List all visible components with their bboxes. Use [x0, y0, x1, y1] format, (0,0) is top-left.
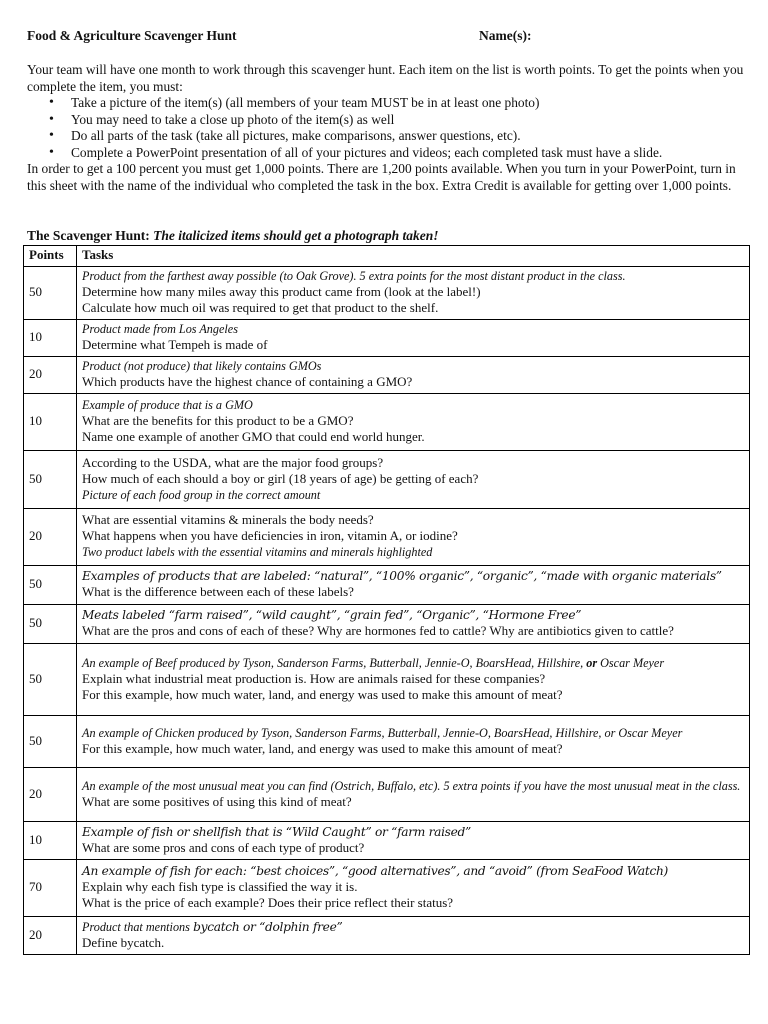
- task-line: Calculate how much oil was required to get that product to the shelf.: [82, 300, 439, 315]
- points-cell: 20: [24, 509, 77, 566]
- hunt-heading: [27, 228, 439, 244]
- task-photo-item: Example of fish or shellfish that is “Wild Caught” or “farm raised”: [82, 824, 471, 839]
- task-photo-item: [82, 655, 744, 671]
- table-row: [24, 822, 750, 860]
- task-photo-item: An example of fish for each: “best choices”, “good alternatives”, and “avoid” (from SeaFood Watch): [82, 864, 668, 878]
- task-cell: [77, 394, 750, 451]
- task-line: Define bycatch.: [82, 934, 165, 950]
- names-label: Name(s):: [479, 28, 532, 43]
- task-photo-item: Product from the farthest away possible (to Oak Grove). 5 extra points for the most distant product in the class.: [82, 269, 626, 283]
- task-line: Determine what Tempeh is made of: [82, 337, 268, 352]
- table-row: [24, 320, 750, 357]
- instructions: [27, 62, 747, 194]
- table-row: [24, 451, 750, 509]
- requirement-item: • You may need to take a close up photo of the item(s) as well: [71, 112, 747, 129]
- task-photo-item: Examples of products that are labeled: “natural”, “100% organic”, “organic”, “made with organic materials”: [82, 569, 722, 583]
- tasks-header: Tasks: [77, 246, 750, 267]
- points-cell: 50: [24, 716, 77, 768]
- table-row: [24, 768, 750, 822]
- task-line: What are the benefits for this product to be a GMO?: [82, 413, 354, 428]
- table-row: [24, 860, 750, 917]
- task-photo-text: Product that mentions: [82, 919, 190, 934]
- task-line: What is the difference between each of these labels?: [82, 584, 354, 599]
- task-line: What are essential vitamins & minerals the body needs?: [82, 512, 374, 527]
- grading-paragraph: In order to get a 100 percent you must get 1,000 points. There are 1,200 points available. When you turn in your PowerPoint, turn in this sheet with the name of the individual who completed the task in the box. Extra Credit is available for getting over 1,000 points.: [27, 161, 736, 193]
- task-photo-item: Two product labels with the essential vitamins and minerals highlighted: [82, 545, 433, 559]
- points-cell: 50: [24, 451, 77, 509]
- task-cell: [77, 566, 750, 605]
- points-cell: 50: [24, 566, 77, 605]
- points-cell: 50: [24, 267, 77, 320]
- task-cell: [77, 822, 750, 860]
- requirement-item: • Do all parts of the task (take all pictures, make comparisons, answer questions, etc).: [71, 128, 747, 145]
- task-cell: [77, 644, 750, 716]
- worksheet-title: Food & Agriculture Scavenger Hunt: [27, 28, 237, 43]
- task-photo-item: Example of produce that is a GMO: [82, 398, 253, 412]
- task-photo-text: An example of Beef produced by Tyson, Sanderson Farms, Butterball, Jennie-O, BoarsHead, Hillshire,: [82, 655, 584, 670]
- task-cell: [77, 768, 750, 822]
- task-cell: [77, 860, 750, 917]
- task-line: Name one example of another GMO that could end world hunger.: [82, 429, 425, 444]
- task-cell: [77, 451, 750, 509]
- hunt-label: The Scavenger Hunt:: [27, 228, 150, 243]
- task-photo-item: Product made from Los Angeles: [82, 322, 238, 336]
- intro-paragraph: Your team will have one month to work through this scavenger hunt. Each item on the list is worth points. To get the points when you complete the item, you must:: [27, 62, 744, 94]
- points-cell: 20: [24, 917, 77, 955]
- task-photo-text: Oscar Meyer: [600, 655, 665, 670]
- points-cell: 70: [24, 860, 77, 917]
- task-line: What are some positives of using this kind of meat?: [82, 793, 352, 809]
- task-line: Which products have the highest chance of containing a GMO?: [82, 374, 413, 389]
- task-line: For this example, how much water, land, and energy was used to make this amount of meat?: [82, 740, 563, 756]
- table-header-row: [24, 246, 750, 267]
- task-photo-item: An example of Chicken produced by Tyson, Sanderson Farms, Butterball, Jennie-O, BoarsHead, Hillshire, or Oscar Meyer: [82, 725, 683, 740]
- table-row: [24, 509, 750, 566]
- table-row: [24, 394, 750, 451]
- task-cell: [77, 509, 750, 566]
- task-line: What are the pros and cons of each of these? Why are hormones fed to cattle? Why are antibiotics given to cattle?: [82, 623, 674, 638]
- points-cell: 20: [24, 357, 77, 394]
- points-cell: 10: [24, 394, 77, 451]
- points-cell: 50: [24, 644, 77, 716]
- task-cell: [77, 605, 750, 644]
- tasks-table: [23, 245, 750, 955]
- task-cell: [77, 917, 750, 955]
- hunt-note: The italicized items should get a photograph taken!: [153, 228, 439, 243]
- task-photo-item: [82, 919, 744, 935]
- task-photo-text: bycatch or “dolphin free”: [193, 919, 343, 934]
- points-cell: 50: [24, 605, 77, 644]
- task-photo-item: Picture of each food group in the correct amount: [82, 487, 321, 502]
- task-photo-item: An example of the most unusual meat you can find (Ostrich, Buffalo, etc). 5 extra points if you have the most unusual meat in the class.: [82, 778, 741, 793]
- task-photo-item: Product (not produce) that likely contains GMOs: [82, 359, 322, 373]
- task-line: How much of each should a boy or girl (18 years of age) be getting of each?: [82, 470, 479, 486]
- task-cell: [77, 716, 750, 768]
- task-line: Explain what industrial meat production is. How are animals raised for these companies?: [82, 670, 546, 686]
- requirements-list: [27, 95, 747, 161]
- requirement-item: • Complete a PowerPoint presentation of all of your pictures and videos; each completed task must have a slide.: [71, 145, 747, 162]
- table-row: [24, 566, 750, 605]
- points-header: Points: [24, 246, 77, 267]
- points-cell: 20: [24, 768, 77, 822]
- or-emphasis: or: [586, 655, 598, 670]
- task-line: For this example, how much water, land, and energy was used to make this amount of meat?: [82, 686, 563, 702]
- table-row: [24, 605, 750, 644]
- requirement-item: • Take a picture of the item(s) (all members of your team MUST be in at least one photo): [71, 95, 747, 112]
- task-line: What happens when you have deficiencies in iron, vitamin A, or iodine?: [82, 528, 458, 543]
- points-cell: 10: [24, 822, 77, 860]
- task-line: What is the price of each example? Does their price reflect their status?: [82, 895, 454, 910]
- table-row: [24, 644, 750, 716]
- points-cell: 10: [24, 320, 77, 357]
- table-row: [24, 357, 750, 394]
- task-cell: [77, 320, 750, 357]
- table-row: [24, 917, 750, 955]
- task-cell: [77, 357, 750, 394]
- task-line: According to the USDA, what are the major food groups?: [82, 454, 384, 470]
- task-photo-item: Meats labeled “farm raised”, “wild caught”, “grain fed”, “Organic”, “Hormone Free”: [82, 608, 582, 622]
- task-line: Explain why each fish type is classified the way it is.: [82, 879, 358, 894]
- table-row: [24, 267, 750, 320]
- table-row: [24, 716, 750, 768]
- task-line: Determine how many miles away this product came from (look at the label!): [82, 284, 481, 299]
- task-cell: [77, 267, 750, 320]
- task-line: What are some pros and cons of each type of product?: [82, 839, 365, 855]
